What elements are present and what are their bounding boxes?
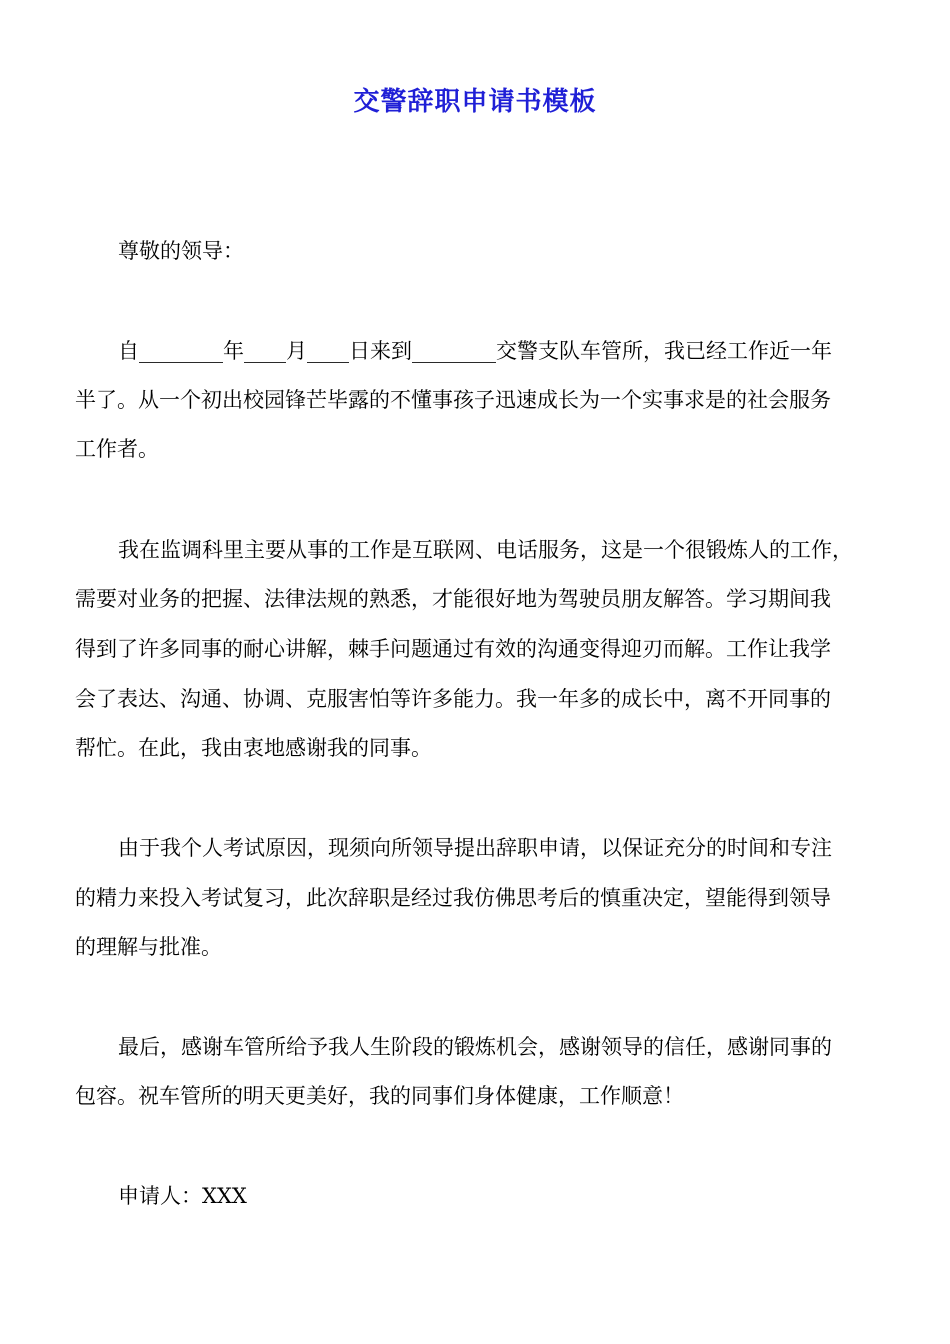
paragraph-line: 我在监调科里主要从事的工作是互联网、电话服务，这是一个很锻炼人的工作， xyxy=(118,538,853,562)
paragraph-line: 最后，感谢车管所给予我人生阶段的锻炼机会，感谢领导的信任，感谢同事的 xyxy=(118,1035,832,1059)
page-title: 交警辞职申请书模板 xyxy=(353,87,597,117)
signature: 申请人：XXX xyxy=(118,1184,247,1208)
paragraph-line: 帮忙。在此，我由衷地感谢我的同事。 xyxy=(75,736,432,760)
paragraph-line: 会了表达、沟通、协调、克服害怕等许多能力。我一年多的成长中，离不开同事的 xyxy=(75,687,831,711)
paragraph-line: 的精力来投入考试复习，此次辞职是经过我仿佛思考后的慎重决定，望能得到领导 xyxy=(75,886,831,910)
greeting: 尊敬的领导： xyxy=(118,239,244,263)
paragraph-line: 由于我个人考试原因，现须向所领导提出辞职申请，以保证充分的时间和专注 xyxy=(118,836,832,860)
paragraph-line: 包容。祝车管所的明天更美好，我的同事们身体健康，工作顺意！ xyxy=(75,1084,684,1108)
paragraph-line: 自________年____月____日来到________交警支队车管所，我已经工作近一年 xyxy=(118,339,832,363)
paragraph-line: 需要对业务的把握、法律法规的熟悉，才能很好地为驾驶员朋友解答。学习期间我 xyxy=(75,587,831,611)
paragraph-line: 的理解与批准。 xyxy=(75,935,222,959)
paragraph-line: 半了。从一个初出校园锋芒毕露的不懂事孩子迅速成长为一个实事求是的社会服务 xyxy=(75,388,831,412)
paragraph-line: 工作者。 xyxy=(75,437,159,461)
paragraph-line: 得到了许多同事的耐心讲解，棘手问题通过有效的沟通变得迎刃而解。工作让我学 xyxy=(75,637,831,661)
